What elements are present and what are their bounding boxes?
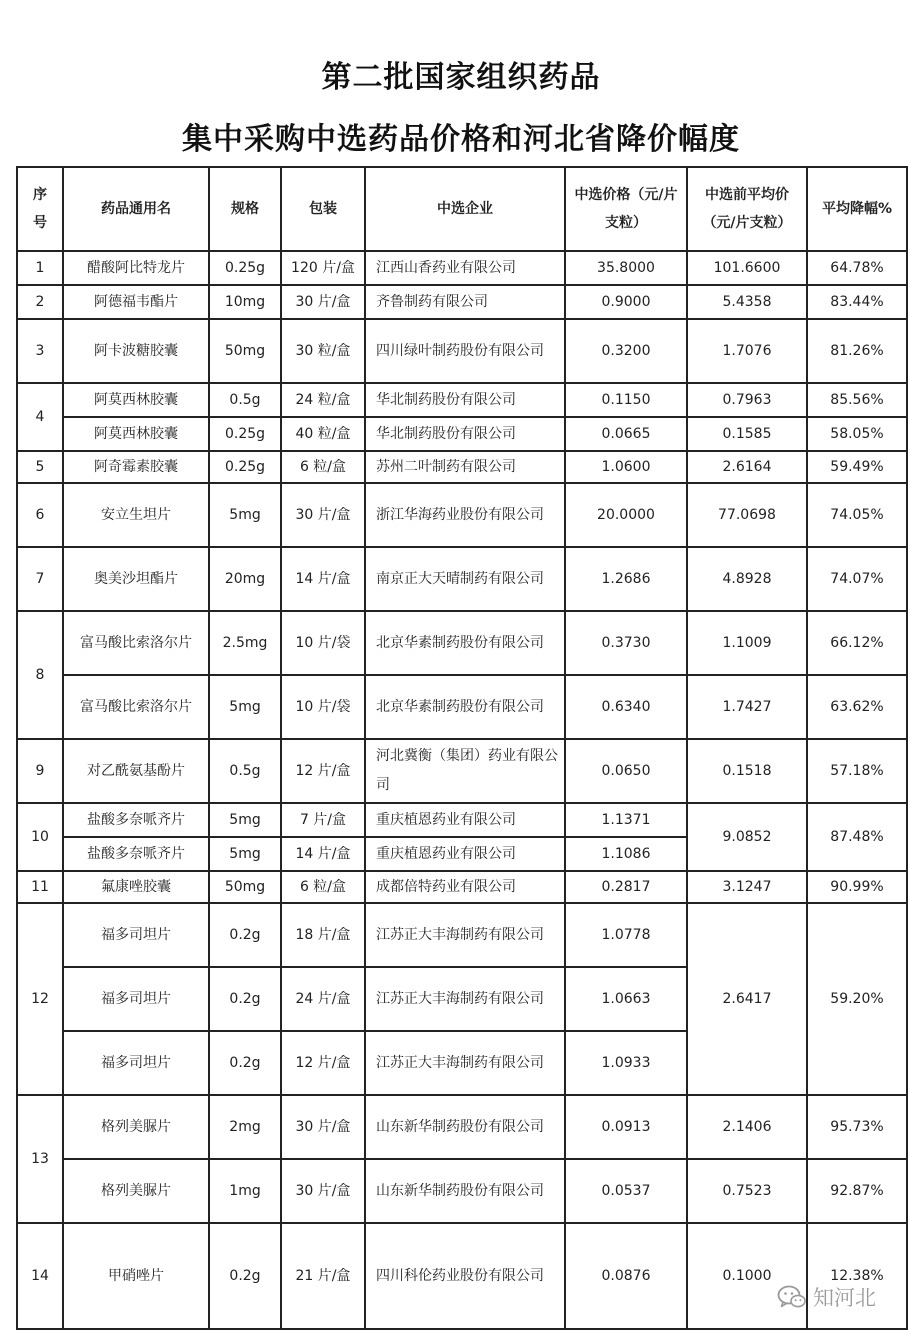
drug-drop: 66.12% <box>807 611 907 675</box>
drug-pack: 40 粒/盒 <box>281 417 365 451</box>
drug-prev-price: 2.1406 <box>687 1095 807 1159</box>
drug-prev-price: 3.1247 <box>687 871 807 903</box>
drug-price: 0.1150 <box>565 383 687 417</box>
drug-pack: 10 片/袋 <box>281 675 365 739</box>
table-row <box>17 1095 907 1159</box>
drug-spec: 1mg <box>209 1159 281 1223</box>
drug-company: 山东新华制药股份有限公司 <box>365 1159 565 1223</box>
drug-drop: 95.73% <box>807 1095 907 1159</box>
drug-company: 重庆植恩药业有限公司 <box>365 837 565 871</box>
drug-drop: 58.05% <box>807 417 907 451</box>
header-company: 中选企业 <box>365 167 565 251</box>
drug-price: 0.0665 <box>565 417 687 451</box>
drug-price: 0.9000 <box>565 285 687 319</box>
drug-name: 安立生坦片 <box>63 483 209 547</box>
header-spec: 规格 <box>209 167 281 251</box>
drug-drop: 74.05% <box>807 483 907 547</box>
drug-company: 江苏正大丰海制药有限公司 <box>365 967 565 1031</box>
drug-spec: 50mg <box>209 871 281 903</box>
drug-price: 1.0663 <box>565 967 687 1031</box>
drug-drop: 85.56% <box>807 383 907 417</box>
drug-name: 盐酸多奈哌齐片 <box>63 837 209 871</box>
drug-name: 富马酸比索洛尔片 <box>63 611 209 675</box>
row-no: 12 <box>17 903 63 1095</box>
header-price: 中选价格（元/片支粒） <box>565 167 687 251</box>
drug-pack: 12 片/盒 <box>281 739 365 803</box>
table-row <box>17 675 907 739</box>
drug-spec: 5mg <box>209 675 281 739</box>
drug-company: 南京正大天晴制药有限公司 <box>365 547 565 611</box>
drug-drop: 87.48% <box>807 803 907 871</box>
drug-price: 20.0000 <box>565 483 687 547</box>
drug-price: 1.1086 <box>565 837 687 871</box>
drug-spec: 0.2g <box>209 1223 281 1329</box>
drug-price: 0.0650 <box>565 739 687 803</box>
header-pack: 包装 <box>281 167 365 251</box>
row-no: 7 <box>17 547 63 611</box>
drug-company: 成都倍特药业有限公司 <box>365 871 565 903</box>
drug-name: 奥美沙坦酯片 <box>63 547 209 611</box>
row-no: 4 <box>17 383 63 451</box>
drug-company: 江西山香药业有限公司 <box>365 251 565 285</box>
table-row <box>17 903 907 967</box>
drug-price: 1.0600 <box>565 451 687 483</box>
drug-name: 富马酸比索洛尔片 <box>63 675 209 739</box>
drug-prev-price: 2.6417 <box>687 903 807 1095</box>
drug-spec: 0.25g <box>209 251 281 285</box>
drug-price: 0.0876 <box>565 1223 687 1329</box>
drug-drop: 57.18% <box>807 739 907 803</box>
drug-spec: 0.2g <box>209 903 281 967</box>
drug-pack: 14 片/盒 <box>281 547 365 611</box>
drug-spec: 2mg <box>209 1095 281 1159</box>
drug-company: 华北制药股份有限公司 <box>365 417 565 451</box>
page-title: 第二批国家组织药品 <box>321 60 601 95</box>
drug-prev-price: 77.0698 <box>687 483 807 547</box>
drug-prev-price: 4.8928 <box>687 547 807 611</box>
drug-prev-price: 1.7076 <box>687 319 807 383</box>
drug-name: 盐酸多奈哌齐片 <box>63 803 209 837</box>
drug-pack: 6 粒/盒 <box>281 451 365 483</box>
row-no: 10 <box>17 803 63 871</box>
table-row <box>17 417 907 451</box>
header-drop: 平均降幅% <box>807 167 907 251</box>
watermark-text: 知河北 <box>813 1286 876 1310</box>
table-row <box>17 251 907 285</box>
drug-spec: 10mg <box>209 285 281 319</box>
row-no: 3 <box>17 319 63 383</box>
drug-price: 1.0933 <box>565 1031 687 1095</box>
drug-pack: 30 片/盒 <box>281 1159 365 1223</box>
drug-pack: 14 片/盒 <box>281 837 365 871</box>
drug-price: 1.0778 <box>565 903 687 967</box>
drug-price: 1.2686 <box>565 547 687 611</box>
drug-company: 江苏正大丰海制药有限公司 <box>365 1031 565 1095</box>
table-row <box>17 285 907 319</box>
drug-pack: 24 片/盒 <box>281 967 365 1031</box>
drug-company: 齐鲁制药有限公司 <box>365 285 565 319</box>
row-no: 8 <box>17 611 63 739</box>
table-row <box>17 611 907 675</box>
drug-drop: 64.78% <box>807 251 907 285</box>
drug-company: 山东新华制药股份有限公司 <box>365 1095 565 1159</box>
drug-price: 0.0913 <box>565 1095 687 1159</box>
drug-drop: 12.38% <box>807 1223 907 1329</box>
drug-company: 苏州二叶制药有限公司 <box>365 451 565 483</box>
drug-company: 浙江华海药业股份有限公司 <box>365 483 565 547</box>
table-row <box>17 1159 907 1223</box>
drug-company: 河北冀衡（集团）药业有限公司 <box>365 739 565 803</box>
drug-name: 阿奇霉素胶囊 <box>63 451 209 483</box>
drug-prev-price: 0.1518 <box>687 739 807 803</box>
table-row <box>17 739 907 803</box>
drug-prev-price: 2.6164 <box>687 451 807 483</box>
row-no: 11 <box>17 871 63 903</box>
drug-name: 对乙酰氨基酚片 <box>63 739 209 803</box>
table-row <box>17 803 907 837</box>
drug-prev-price: 101.6600 <box>687 251 807 285</box>
drug-price: 0.3200 <box>565 319 687 383</box>
drug-price: 0.0537 <box>565 1159 687 1223</box>
price-table <box>16 166 908 1330</box>
drug-price: 35.8000 <box>565 251 687 285</box>
drug-pack: 7 片/盒 <box>281 803 365 837</box>
drug-pack: 12 片/盒 <box>281 1031 365 1095</box>
drug-name: 醋酸阿比特龙片 <box>63 251 209 285</box>
header-no: 序号 <box>17 167 63 251</box>
drug-name: 阿莫西林胶囊 <box>63 383 209 417</box>
drug-spec: 0.25g <box>209 417 281 451</box>
drug-drop: 81.26% <box>807 319 907 383</box>
table-row <box>17 547 907 611</box>
drug-spec: 0.2g <box>209 1031 281 1095</box>
drug-pack: 10 片/袋 <box>281 611 365 675</box>
row-no: 5 <box>17 451 63 483</box>
header-name: 药品通用名 <box>63 167 209 251</box>
drug-drop: 59.49% <box>807 451 907 483</box>
drug-spec: 0.5g <box>209 739 281 803</box>
drug-spec: 5mg <box>209 803 281 837</box>
drug-name: 氟康唑胶囊 <box>63 871 209 903</box>
watermark <box>777 1282 876 1312</box>
drug-drop: 90.99% <box>807 871 907 903</box>
drug-name: 阿德福韦酯片 <box>63 285 209 319</box>
drug-prev-price: 0.1585 <box>687 417 807 451</box>
drug-name: 福多司坦片 <box>63 903 209 967</box>
table-row <box>17 483 907 547</box>
page-subtitle: 集中采购中选药品价格和河北省降价幅度 <box>182 122 740 157</box>
drug-price: 0.2817 <box>565 871 687 903</box>
drug-name: 格列美脲片 <box>63 1095 209 1159</box>
drug-drop: 83.44% <box>807 285 907 319</box>
drug-prev-price: 0.7523 <box>687 1159 807 1223</box>
drug-company: 四川科伦药业股份有限公司 <box>365 1223 565 1329</box>
drug-company: 江苏正大丰海制药有限公司 <box>365 903 565 967</box>
drug-pack: 30 片/盒 <box>281 1095 365 1159</box>
drug-name: 福多司坦片 <box>63 1031 209 1095</box>
drug-pack: 30 片/盒 <box>281 483 365 547</box>
row-no: 2 <box>17 285 63 319</box>
table-row <box>17 319 907 383</box>
drug-spec: 50mg <box>209 319 281 383</box>
drug-name: 阿莫西林胶囊 <box>63 417 209 451</box>
drug-name: 甲硝唑片 <box>63 1223 209 1329</box>
drug-pack: 30 片/盒 <box>281 285 365 319</box>
drug-pack: 21 片/盒 <box>281 1223 365 1329</box>
drug-name: 阿卡波糖胶囊 <box>63 319 209 383</box>
drug-price: 1.1371 <box>565 803 687 837</box>
row-no: 13 <box>17 1095 63 1223</box>
drug-company: 北京华素制药股份有限公司 <box>365 611 565 675</box>
drug-prev-price: 1.1009 <box>687 611 807 675</box>
drug-spec: 20mg <box>209 547 281 611</box>
drug-pack: 120 片/盒 <box>281 251 365 285</box>
drug-prev-price: 5.4358 <box>687 285 807 319</box>
drug-prev-price: 0.7963 <box>687 383 807 417</box>
table-row <box>17 871 907 903</box>
drug-spec: 5mg <box>209 837 281 871</box>
drug-pack: 6 粒/盒 <box>281 871 365 903</box>
drug-spec: 0.2g <box>209 967 281 1031</box>
drug-prev-price: 1.7427 <box>687 675 807 739</box>
drug-drop: 63.62% <box>807 675 907 739</box>
drug-spec: 5mg <box>209 483 281 547</box>
drug-name: 福多司坦片 <box>63 967 209 1031</box>
drug-price: 0.3730 <box>565 611 687 675</box>
drug-price: 0.6340 <box>565 675 687 739</box>
header-prev: 中选前平均价（元/片支粒） <box>687 167 807 251</box>
drug-company: 华北制药股份有限公司 <box>365 383 565 417</box>
drug-name: 格列美脲片 <box>63 1159 209 1223</box>
drug-prev-price: 9.0852 <box>687 803 807 871</box>
drug-drop: 74.07% <box>807 547 907 611</box>
drug-spec: 0.25g <box>209 451 281 483</box>
row-no: 1 <box>17 251 63 285</box>
row-no: 14 <box>17 1223 63 1329</box>
drug-pack: 24 粒/盒 <box>281 383 365 417</box>
table-row <box>17 1223 907 1329</box>
drug-pack: 18 片/盒 <box>281 903 365 967</box>
table-row <box>17 383 907 417</box>
row-no: 6 <box>17 483 63 547</box>
drug-company: 四川绿叶制药股份有限公司 <box>365 319 565 383</box>
drug-drop: 59.20% <box>807 903 907 1095</box>
drug-spec: 2.5mg <box>209 611 281 675</box>
row-no: 9 <box>17 739 63 803</box>
drug-drop: 92.87% <box>807 1159 907 1223</box>
wechat-icon <box>777 1284 807 1310</box>
drug-company: 北京华素制药股份有限公司 <box>365 675 565 739</box>
drug-spec: 0.5g <box>209 383 281 417</box>
drug-company: 重庆植恩药业有限公司 <box>365 803 565 837</box>
drug-prev-price: 0.1000 <box>687 1223 807 1329</box>
table-header-row <box>17 167 907 251</box>
drug-pack: 30 粒/盒 <box>281 319 365 383</box>
table-row <box>17 451 907 483</box>
